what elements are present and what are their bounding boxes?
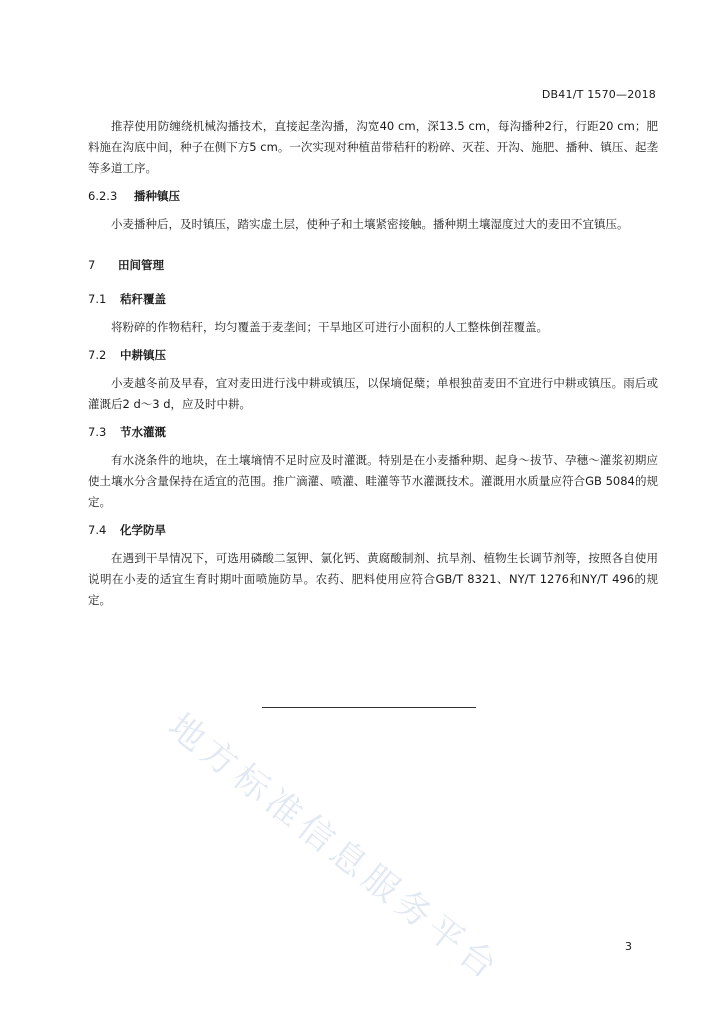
paragraph-cultivation: 小麦越冬前及早春，宜对麦田进行浅中耕或镇压，以保墒促蘖；单根独苗麦田不宜进行中耕或镇压。雨后或灌溉后2 d～3 d，应及时中耕。	[88, 376, 658, 411]
section-number: 7.4	[88, 523, 107, 537]
heading-7	[88, 255, 658, 276]
page-number: 3	[625, 940, 632, 953]
section-title: 中耕镇压	[120, 348, 166, 362]
section-number: 7.3	[88, 425, 107, 439]
standard-code: DB41/T 1570—2018	[541, 88, 656, 101]
paragraph-sowing-compaction: 小麦播种后，及时镇压，踏实虚土层，使种子和土壤紧密接触。播种期土壤湿度过大的麦田不宜镇压。	[111, 217, 629, 231]
section-number: 7.2	[88, 348, 107, 362]
heading-7-4	[88, 520, 658, 541]
section-number: 6.2.3	[88, 189, 118, 203]
paragraph-chemical-drought: 在遇到干旱情况下，可选用磷酸二氢钾、氯化钙、黄腐酸制剂、抗旱剂、植物生长调节剂等，按照各自使用说明在小麦的适宜生育时期叶面喷施防旱。农药、肥料使用应符合GB/T 8321、NY/T 1276和NY/T 496的规定。	[88, 551, 658, 607]
heading-7-1	[88, 289, 658, 310]
section-number: 7	[88, 258, 96, 272]
paragraph-irrigation: 有水浇条件的地块，在土壤墒情不足时应及时灌溉。特别是在小麦播种期、起身～拔节、孕穗～灌浆初期应使土壤水分含量保持在适宜的范围。推广滴灌、喷灌、畦灌等节水灌溉技术。灌溉用水质量应符合GB 5084的规定。	[88, 453, 658, 509]
section-title: 田间管理	[118, 258, 164, 272]
end-rule	[262, 707, 476, 708]
paragraph-straw-mulching: 将粉碎的作物秸秆，均匀覆盖于麦垄间；干旱地区可进行小面积的人工整株倒茬覆盖。	[111, 320, 548, 334]
document-body	[88, 116, 658, 611]
heading-6-2-3	[88, 186, 658, 207]
section-number: 7.1	[88, 292, 107, 306]
heading-7-3	[88, 422, 658, 443]
heading-7-2	[88, 345, 658, 366]
watermark: 地方标准信息服务平台	[160, 706, 509, 991]
section-title: 节水灌溉	[120, 425, 166, 439]
section-title: 化学防旱	[120, 523, 166, 537]
paragraph-ditch-sowing: 推荐使用防缠绕机械沟播技术，直接起垄沟播，沟宽40 cm，深13.5 cm，每沟播种2行，行距20 cm；肥料施在沟底中间，种子在侧下方5 cm。一次实现对种植苗带秸秆的粉碎、灭茬、开沟、施肥、播种、镇压、起垄等多道工序。	[88, 119, 658, 175]
section-title: 秸秆覆盖	[120, 292, 166, 306]
section-title: 播种镇压	[134, 189, 180, 203]
